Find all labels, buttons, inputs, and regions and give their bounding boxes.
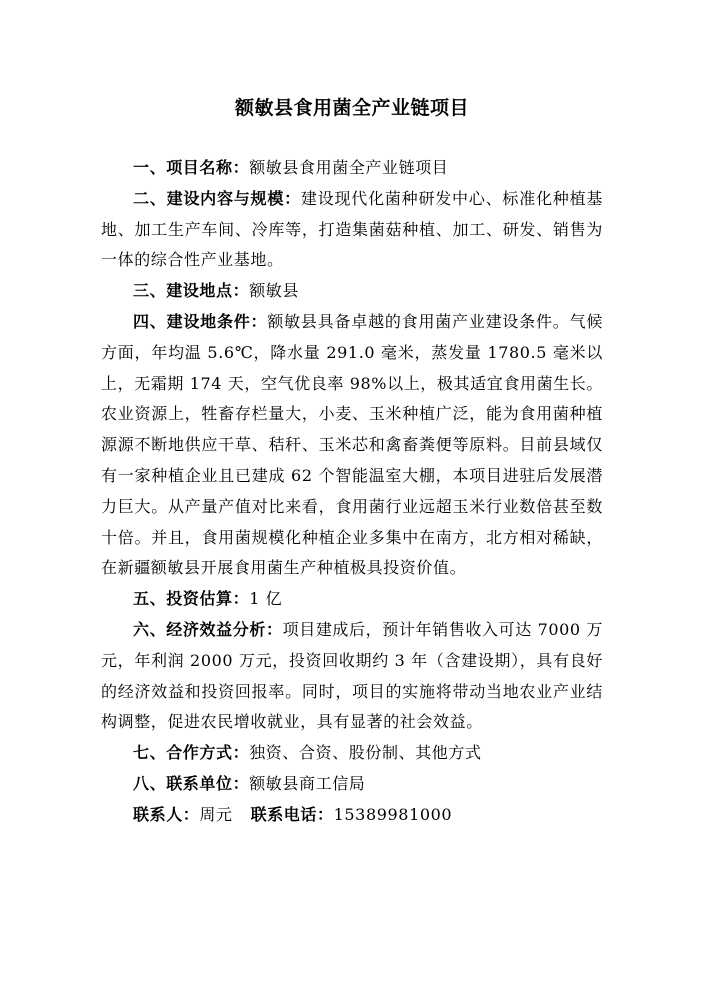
section-construction-location	[101, 276, 603, 307]
section-text: 项目建成后，预计年销售收入可达 7000 万元，年利润 2000 万元，投资回收期约 3 年（含建设期），具有良好的经济效益和投资回报率。同时，项目的实施将带动当地农业产业结构调整，促进农民增收就业，具有显著的社会效益。	[101, 619, 603, 732]
section-label: 三、建设地点：	[133, 281, 250, 301]
contact-person: 周元	[199, 804, 233, 824]
section-label: 二、建设内容与规模：	[133, 188, 301, 208]
contact-phone-label: 联系电话：	[250, 804, 334, 824]
section-label: 五、投资估算：	[133, 589, 250, 609]
section-text: 独资、合资、股份制、其他方式	[249, 743, 482, 763]
section-label: 七、合作方式：	[133, 743, 250, 763]
document-body	[101, 153, 603, 831]
section-economic-benefit	[101, 615, 603, 738]
section-text: 建设现代化菌种研发中心、标准化种植基地、加工生产车间、冷库等，打造集菌菇种植、加工、研发、销售为一体的综合性产业基地。	[101, 188, 603, 270]
section-text: 额敏县食用菌全产业链项目	[249, 158, 449, 177]
section-text: 额敏县商工信局	[249, 773, 366, 793]
section-contact	[101, 800, 603, 831]
section-text: 额敏县	[249, 281, 300, 301]
section-text: 1 亿	[249, 589, 283, 609]
section-cooperation-method	[101, 738, 603, 769]
section-label: 四、建设地条件：	[133, 311, 268, 331]
document-title: 额敏县食用菌全产业链项目	[234, 97, 469, 119]
section-construction-conditions	[101, 307, 603, 584]
section-project-name	[101, 153, 603, 184]
section-label: 六、经济效益分析：	[133, 619, 283, 639]
contact-person-label: 联系人：	[133, 804, 200, 824]
section-label: 一、项目名称：	[133, 158, 250, 177]
section-construction-content	[101, 184, 603, 276]
contact-phone: 15389981000	[333, 804, 453, 824]
section-text: 额敏县具备卓越的食用菌产业建设条件。气候方面，年均温 5.6℃，降水量 291.0 毫米，蒸发量 1780.5 毫米以上，无霜期 174 天，空气优良率 98%以上，极其适宜食用菌生长。农业资源上，牲畜存栏量大，小麦、玉米种植广泛，能为食用菌种植源源不断地供应干草、秸秆、玉米芯和禽畜粪便等原料。目前县域仅有一家种植企业且已建成 62 个智能温室大棚，本项目进驻后发展潜力巨大。从产量产值对比来看，食用菌行业远超玉米行业数倍甚至数十倍。并且，食用菌规模化种植企业多集中在南方，北方相对稀缺，在新疆额敏县开展食用菌生产种植极具投资价值。	[101, 311, 603, 578]
section-contact-unit	[101, 769, 603, 800]
section-label: 八、联系单位：	[133, 773, 250, 793]
section-investment-estimate	[101, 584, 603, 615]
